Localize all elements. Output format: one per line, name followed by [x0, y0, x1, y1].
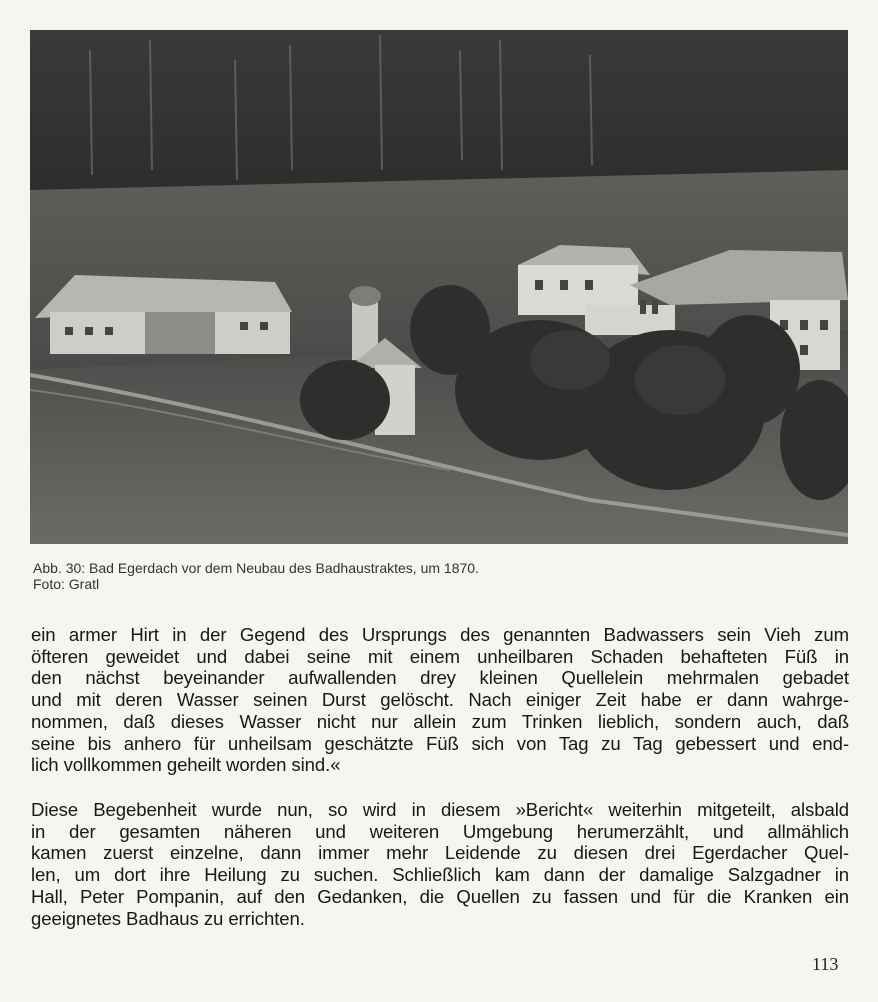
text-line: den nächst beyeinander aufwallenden drey kleinen Quellelein mehrmalen gebadet — [31, 667, 849, 689]
caption-line-1: Abb. 30: Bad Egerdach vor dem Neubau des Badhaustraktes, um 1870. — [33, 560, 479, 576]
historic-photo-bad-egerdach-icon — [30, 30, 848, 544]
text-line: seine bis anhero für unheilsam geschätzte Füß sich von Tag zu Tag gebessert und end- — [31, 732, 849, 754]
caption-line-2: Foto: Gratl — [33, 576, 100, 592]
text-line: len, um dort ihre Heilung zu suchen. Schließlich kam dann der damalige Salzgadner in — [31, 864, 849, 886]
text-line: Diese Begebenheit wurde nun, so wird in diesem »Bericht« weiterhin mitgeteilt, alsbald — [31, 799, 849, 820]
body-paragraph-2 — [31, 799, 849, 929]
text-line: nommen, daß dieses Wasser nicht nur allein zum Trinken lieblich, sondern auch, daß — [31, 710, 849, 732]
text-line: und mit deren Wasser seinen Durst gelöscht. Nach einiger Zeit habe er dann wahrge- — [31, 689, 849, 711]
body-paragraph-1 — [31, 624, 849, 776]
figure-caption — [33, 560, 813, 592]
page-number: 113 — [812, 954, 839, 974]
text-line: kamen zuerst einzelne, dann immer mehr Leidende zu diesen drei Egerdacher Quel- — [31, 842, 849, 864]
historic-photo — [30, 30, 848, 544]
text-line: lich vollkommen geheilt worden sind.« — [31, 754, 341, 776]
text-line: in der gesamten näheren und weiteren Umgebung herumerzählt, und allmählich — [31, 820, 849, 842]
text-line: ein armer Hirt in der Gegend des Ursprungs des genannten Badwassers sein Vieh zum — [31, 624, 849, 645]
text-line: Hall, Peter Pompanin, auf den Gedanken, die Quellen zu fassen und für die Kranken ein — [31, 885, 849, 907]
text-line: geeignetes Badhaus zu errichten. — [31, 907, 305, 929]
text-line: öfteren geweidet und dabei seine mit einem unheilbaren Schaden behafteten Füß in — [31, 645, 849, 667]
